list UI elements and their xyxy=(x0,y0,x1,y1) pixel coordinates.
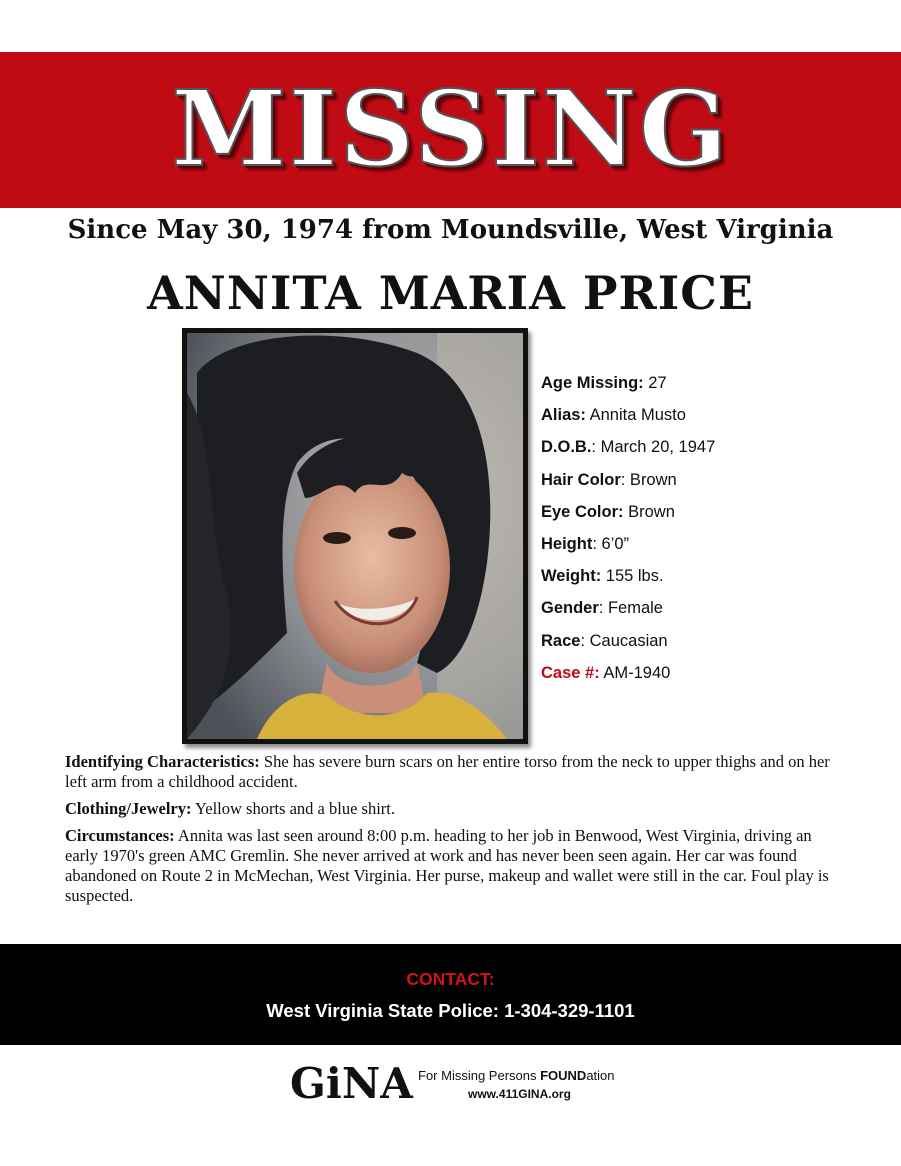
contact-label: CONTACT: xyxy=(406,969,495,989)
detail-label: Identifying Characteristics: xyxy=(65,752,260,771)
identifying-characteristics xyxy=(65,752,840,792)
banner-title: MISSING xyxy=(171,67,730,190)
fact-value: Brown xyxy=(623,502,675,521)
fact-label: Hair Color xyxy=(541,470,621,489)
contact-bar xyxy=(0,944,901,1045)
fact-age-missing xyxy=(541,367,871,399)
detail-label: Clothing/Jewelry: xyxy=(65,799,192,818)
case-details xyxy=(65,752,840,913)
fact-label: D.O.B. xyxy=(541,438,592,457)
fact-dob xyxy=(541,431,871,463)
fact-value: : March 20, 1947 xyxy=(591,438,716,457)
tagline-bold: FOUND xyxy=(540,1068,587,1083)
fact-label: Case #: xyxy=(541,663,600,682)
tagline-suffix: ation xyxy=(586,1068,615,1083)
fact-label: Race xyxy=(541,631,581,650)
fact-value: : Brown xyxy=(620,470,677,489)
fact-value: 27 xyxy=(643,374,667,392)
fact-value: AM-1940 xyxy=(599,663,671,682)
circumstances xyxy=(65,826,840,906)
fact-label: Height xyxy=(541,535,593,554)
missing-person-name: ANNITA MARIA PRICE xyxy=(147,266,754,320)
detail-text: She has severe burn scars on her entire torso from the neck to upper thighs and on her left arm from a childhood accident. xyxy=(65,752,830,791)
footer xyxy=(290,1059,650,1108)
fact-value: : Female xyxy=(598,599,663,618)
fact-alias xyxy=(541,399,871,431)
fact-value: Annita Musto xyxy=(585,406,686,425)
fact-label: Gender xyxy=(541,599,599,618)
clothing-jewelry xyxy=(65,799,840,819)
fact-label: Age Missing: xyxy=(541,374,644,392)
fact-race xyxy=(541,625,871,657)
website-link[interactable]: www.411GINA.org xyxy=(468,1087,571,1101)
tagline-prefix: For Missing Persons xyxy=(418,1068,541,1083)
contact-phone: West Virginia State Police: 1-304-329-1101 xyxy=(266,1000,635,1021)
detail-label: Circumstances: xyxy=(65,826,175,845)
detail-text: Annita was last seen around 8:00 p.m. heading to her job in Benwood, West Virginia, driving an early 1970's green AMC Gremlin. She never arrived at work and has never been seen again. Her car was found abandoned on Route 2 in McMechan, West Virginia. Her purse, makeup and wallet were still in the car. Foul play is suspected. xyxy=(65,826,829,905)
missing-banner xyxy=(0,52,901,208)
fact-gender xyxy=(541,592,871,624)
missing-since-line: Since May 30, 1974 from Moundsville, West Virginia xyxy=(67,215,834,245)
foundation-tagline xyxy=(418,1068,615,1084)
detail-text: Yellow shorts and a blue shirt. xyxy=(191,799,395,818)
fact-case-number xyxy=(541,657,871,689)
fact-label: Eye Color: xyxy=(541,502,624,521)
fact-value: : 6’0” xyxy=(592,535,630,554)
missing-person-facts xyxy=(541,367,871,689)
fact-value: 155 lbs. xyxy=(601,567,664,586)
missing-person-photo xyxy=(182,328,528,744)
gina-logo: GiNA xyxy=(290,1059,413,1108)
fact-weight xyxy=(541,560,871,592)
fact-eye-color xyxy=(541,496,871,528)
fact-label: Alias: xyxy=(541,406,586,425)
fact-value: : Caucasian xyxy=(580,631,668,650)
fact-height xyxy=(541,528,871,560)
fact-hair-color xyxy=(541,464,871,496)
fact-label: Weight: xyxy=(541,567,602,586)
